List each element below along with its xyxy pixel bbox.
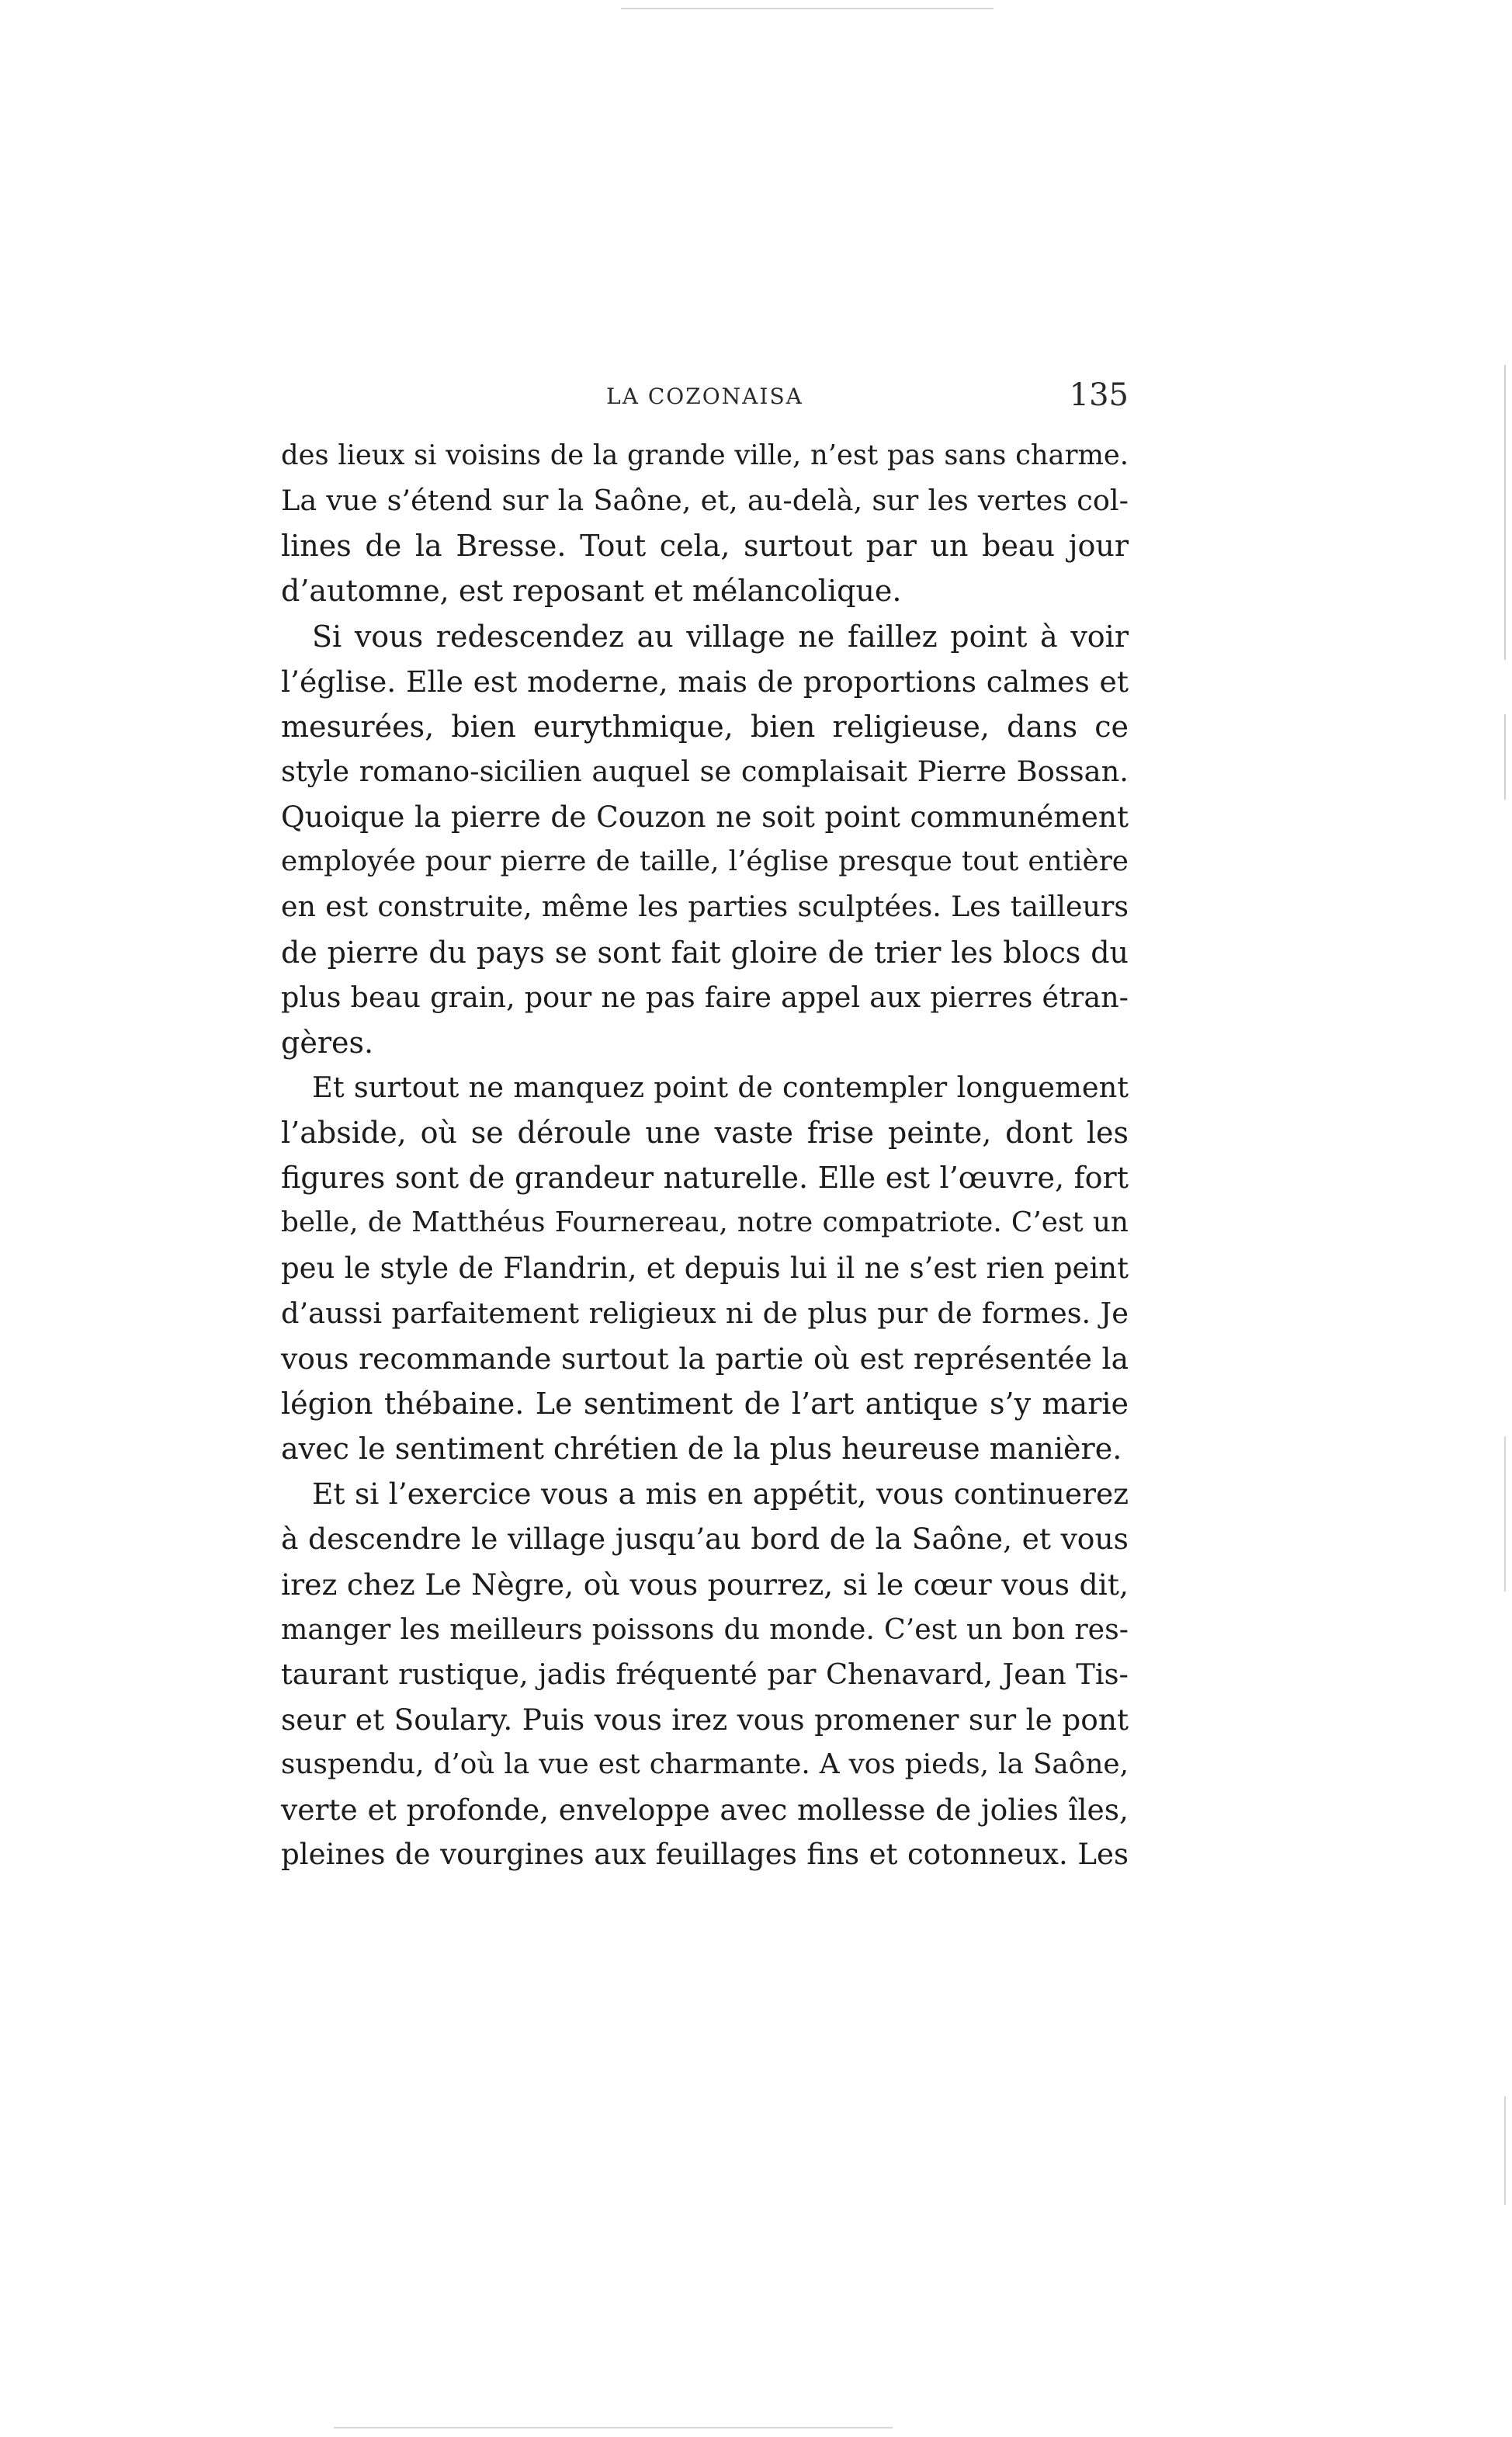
page-number: 135	[1069, 377, 1129, 413]
text-line: l’abside, où se déroule une vaste frise peinte, dont les	[281, 1116, 1129, 1151]
text-line: à descendre le village jusqu’au bord de la Saône, et vous	[281, 1522, 1129, 1557]
text-line: des lieux si voisins de la grande ville, n’est pas sans charme.	[281, 439, 1129, 471]
text-line: Et si l’exercice vous a mis en appétit, vous continuerez	[312, 1477, 1129, 1512]
text-line: irez chez Le Nègre, où vous pourrez, si le cœur vous dit,	[281, 1567, 1129, 1602]
text-line: Quoique la pierre de Couzon ne soit point communément	[281, 800, 1129, 835]
running-title: LA COZONAISA	[606, 384, 803, 409]
text-line: d’automne, est reposant et mélancolique.	[281, 574, 902, 609]
scan-edge-mark-bottom	[334, 2427, 893, 2428]
text-line: l’église. Elle est moderne, mais de proportions calmes et	[281, 664, 1129, 699]
text-line: belle, de Matthéus Fournereau, notre compatriote. C’est un	[281, 1206, 1129, 1239]
text-line: seur et Soulary. Puis vous irez vous promener sur le pont	[281, 1702, 1129, 1737]
text-line: manger les meilleurs poissons du monde. C’est un bon res-	[281, 1612, 1129, 1646]
text-line: gères.	[281, 1025, 374, 1060]
text-line: peu le style de Flandrin, et depuis lui il ne s’est rien peint	[281, 1251, 1129, 1285]
text-line: lines de la Bresse. Tout cela, surtout par un beau jour	[281, 529, 1129, 564]
text-line: avec le sentiment chrétien de la plus heureuse manière.	[281, 1432, 1122, 1467]
text-line: style romano-sicilien auquel se complaisait Pierre Bossan.	[281, 754, 1129, 788]
text-line: Et surtout ne manquez point de contempler longuement	[312, 1070, 1129, 1104]
scan-edge-mark-right-1	[1504, 365, 1506, 660]
scan-edge-mark-right-3	[1504, 1436, 1506, 1592]
scan-edge-mark-right-4	[1504, 2096, 1506, 2205]
scan-edge-mark-right-2	[1504, 714, 1506, 800]
text-line: de pierre du pays se sont fait gloire de trier les blocs du	[281, 935, 1129, 970]
text-line: plus beau grain, pour ne pas faire appel aux pierres étran-	[281, 980, 1129, 1014]
text-line: pleines de vourgines aux feuillages fins et cotonneux. Les	[281, 1838, 1129, 1872]
text-line: La vue s’étend sur la Saône, et, au-delà, sur les vertes col-	[281, 484, 1129, 518]
running-head	[281, 377, 1129, 424]
scan-edge-mark-top	[621, 8, 994, 9]
text-line: employée pour pierre de taille, l’église presque tout entière	[281, 845, 1129, 878]
text-line: légion thébaine. Le sentiment de l’art antique s’y marie	[281, 1386, 1129, 1421]
text-line: verte et profonde, enveloppe avec mollesse de jolies îles,	[281, 1793, 1129, 1828]
text-line: mesurées, bien eurythmique, bien religieuse, dans ce	[281, 709, 1129, 744]
text-line: vous recommande surtout la partie où est représentée la	[281, 1341, 1129, 1376]
text-line: suspendu, d’où la vue est charmante. A vos pieds, la Saône,	[281, 1748, 1129, 1781]
text-line: Si vous redescendez au village ne faillez point à voir	[312, 619, 1129, 654]
text-line: taurant rustique, jadis fréquenté par Chenavard, Jean Tis-	[281, 1657, 1129, 1691]
text-line: figures sont de grandeur naturelle. Elle est l’œuvre, fort	[281, 1161, 1129, 1196]
body-text	[281, 433, 1129, 1878]
text-line: en est construite, même les parties sculptées. Les tailleurs	[281, 890, 1129, 924]
text-line: d’aussi parfaitement religieux ni de plus pur de formes. Je	[281, 1296, 1129, 1330]
